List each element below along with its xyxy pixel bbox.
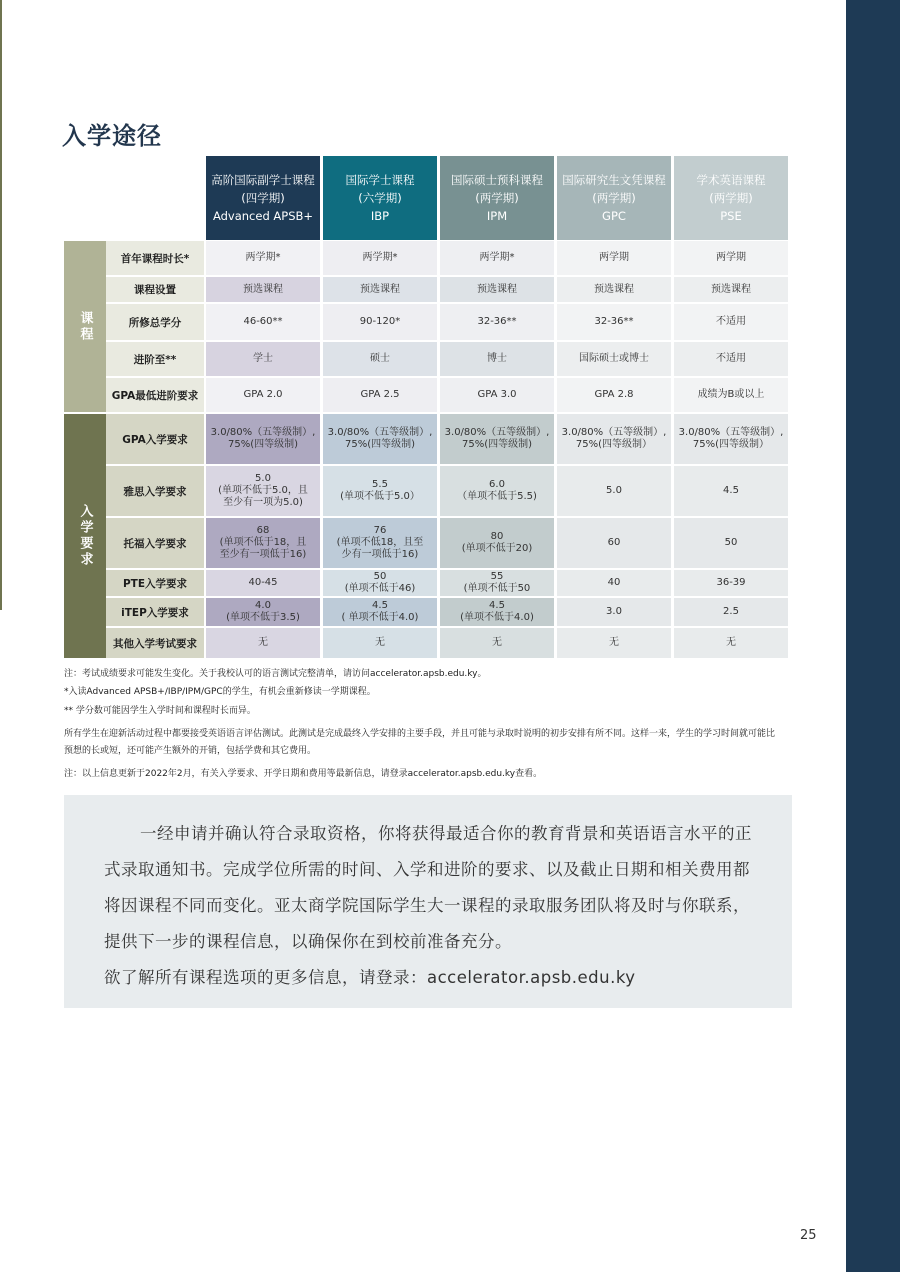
table-cell-line: 40-45	[248, 577, 278, 588]
table-cell-line: 预选课程	[243, 283, 283, 295]
table-cell-line: 硕士	[370, 353, 390, 364]
column-header	[323, 156, 437, 240]
table-cell-line: 68	[256, 525, 270, 536]
table-cell-line: 76	[373, 525, 387, 536]
column-header-line: IPM	[486, 209, 508, 223]
table-cell-line: 两学期*	[479, 252, 515, 263]
table-cell	[674, 304, 788, 340]
table-cell-line: 40	[607, 577, 621, 588]
table-cell	[674, 241, 788, 275]
table-cell-line: 两学期*	[245, 252, 281, 263]
table-cell	[557, 414, 671, 464]
table-cell	[674, 414, 788, 464]
column-header-line: (四学期)	[241, 191, 285, 205]
table-cell	[440, 570, 554, 596]
column-header-line: IBP	[370, 209, 390, 223]
table-cell-line: GPA 2.8	[594, 389, 634, 400]
table-cell	[206, 304, 320, 340]
table-cell-line: 5.5	[372, 479, 388, 490]
row-label: GPA入学要求	[106, 414, 204, 464]
row-label: 雅思入学要求	[106, 466, 204, 516]
column-header-line: (两学期)	[475, 191, 519, 205]
table-cell-line: 4.0	[255, 600, 271, 611]
table-cell	[440, 241, 554, 275]
note-english-assessment: 所有学生在迎新活动过程中都要接受英语语言评估测试。此测试是完成最终入学安排的主要手段，并且可能与录取时说明的初步安排有所不同。这样一来，学生的学习时间就可能比预想的长或短，还可能产生额外的开销，包括学费和其它费用。	[64, 729, 776, 756]
table-cell-line: 3.0/80%（五等级制）,	[210, 427, 316, 438]
column-header-line: (两学期)	[709, 191, 753, 205]
table-cell	[206, 277, 320, 302]
table-cell-line: 至少有一项为5.0)	[223, 497, 303, 508]
row-label: iTEP入学要求	[106, 598, 204, 626]
table-cell	[440, 466, 554, 516]
table-cell	[440, 304, 554, 340]
table-cell	[323, 378, 437, 412]
table-cell-line: 3.0/80%（五等级制）,	[561, 427, 667, 438]
table-cell-line: 32-36**	[594, 316, 634, 327]
table-cell-line: 无	[375, 637, 385, 648]
table-cell-line: 50	[373, 571, 387, 582]
table-cell-line: （单项不低于5.5)	[457, 491, 537, 502]
table-cell-line: 4.5	[489, 600, 505, 611]
row-label: 所修总学分	[106, 304, 204, 340]
table-cell-line: (单项不低于3.5)	[226, 612, 300, 623]
note-language-tests: 注：考试成绩要求可能发生变化。关于我校认可的语言测试完整清单，请访问accelerator.apsb.edu.ky。	[64, 669, 487, 679]
table-cell-line: 学士	[253, 353, 273, 364]
table-cell-line: 无	[726, 637, 736, 648]
table-cell-line: 6.0	[489, 479, 505, 490]
table-cell	[440, 628, 554, 658]
table-cell-line: 75%(四等级制）	[692, 439, 770, 450]
column-header-line: GPC	[602, 209, 626, 223]
table-cell	[557, 342, 671, 376]
table-cell-line: 少有一项低于16)	[341, 549, 419, 560]
note-repeat-semester: *入读Advanced APSB+/IBP/IPM/GPC的学生，有机会重新修读一学期课程。	[64, 687, 376, 697]
row-group-text: 课程	[77, 310, 93, 343]
table-cell	[323, 466, 437, 516]
table-cell	[674, 570, 788, 596]
table-cell	[206, 628, 320, 658]
table-cell-line: 预选课程	[594, 283, 634, 295]
table-cell	[440, 277, 554, 302]
table-cell	[557, 598, 671, 626]
table-cell-line: 32-36**	[477, 316, 517, 327]
table-cell-line: (单项不低于5.0，且	[218, 485, 308, 496]
column-header-line: 国际学士课程	[345, 173, 415, 187]
table-cell	[674, 628, 788, 658]
table-cell-line: 4.5	[372, 600, 388, 611]
table-cell-line: 50	[724, 537, 738, 548]
table-cell-line: (单项不低于46)	[344, 583, 416, 594]
table-cell-line: (单项不低于50	[463, 583, 531, 594]
table-cell-line: 3.0	[606, 606, 622, 617]
table-cell-line: 80	[490, 531, 504, 542]
row-label: 进阶至**	[106, 342, 204, 376]
table-cell-line: (单项不低于18，且	[219, 537, 307, 548]
table-cell-line: 国际硕士或博士	[579, 353, 649, 364]
table-cell-line: 无	[492, 637, 502, 648]
table-cell-line: 成绩为B或以上	[697, 389, 765, 400]
column-header-line: (六学期)	[358, 191, 402, 205]
callout-link-line: 欲了解所有课程选项的更多信息，请登录：accelerator.apsb.edu.ky	[104, 968, 636, 987]
table-cell	[440, 342, 554, 376]
row-label: 其他入学考试要求	[106, 628, 204, 658]
table-cell-line: 预选课程	[477, 283, 517, 295]
table-cell-line: (单项不低于4.0)	[460, 612, 534, 623]
table-cell-line: 3.0/80%（五等级制）,	[678, 427, 784, 438]
table-cell	[323, 570, 437, 596]
column-header-line: 国际研究生文凭课程	[562, 173, 666, 187]
table-cell	[206, 342, 320, 376]
table-cell	[674, 466, 788, 516]
table-cell	[674, 518, 788, 568]
table-cell	[440, 518, 554, 568]
column-header-line: (两学期)	[592, 191, 636, 205]
row-label: GPA最低进阶要求	[106, 378, 204, 412]
callout-paragraph: 一经申请并确认符合录取资格，你将获得最适合你的教育背景和英语语言水平的正式录取通知书。完成学位所需的时间、入学和进阶的要求、以及截止日期和相关费用都将因课程不同而变化。亚太商学院国际学生大一课程的录取服务团队将及时与你联系，提供下一步的课程信息，以确保你在到校前准备充分。	[104, 824, 752, 951]
side-color-bar	[846, 0, 900, 1272]
table-cell-line: 5.0	[606, 485, 622, 496]
table-cell-line: 两学期*	[362, 252, 398, 263]
column-header	[206, 156, 320, 240]
row-label: PTE入学要求	[106, 570, 204, 596]
left-edge-strip	[0, 0, 2, 610]
table-cell	[440, 378, 554, 412]
column-header-line: 国际硕士预科课程	[451, 173, 543, 187]
table-cell	[557, 628, 671, 658]
column-header	[674, 156, 788, 240]
table-cell	[206, 598, 320, 626]
table-cell-line: 预选课程	[360, 283, 400, 295]
table-cell-line: 无	[258, 637, 268, 648]
table-cell-line: GPA 2.0	[243, 389, 283, 400]
table-cell-line: 两学期	[599, 252, 629, 263]
table-cell-line: 2.5	[723, 606, 739, 617]
row-label: 托福入学要求	[106, 518, 204, 568]
row-group-text: 入学要求	[77, 504, 93, 568]
table-cell-line: 无	[609, 637, 619, 648]
table-cell	[674, 342, 788, 376]
table-cell	[323, 277, 437, 302]
table-cell-line: 不适用	[716, 353, 746, 364]
column-header-line: Advanced APSB+	[212, 209, 314, 223]
table-cell	[323, 241, 437, 275]
column-header	[557, 156, 671, 240]
table-cell	[440, 598, 554, 626]
table-cell	[440, 414, 554, 464]
row-label: 首年课程时长*	[106, 241, 204, 275]
table-cell-line: 75%(四等级制）	[575, 439, 653, 450]
table-cell-line: 至少有一项低于16)	[219, 549, 307, 560]
table-cell-line: 3.0/80%（五等级制）,	[444, 427, 550, 438]
table-cell	[323, 414, 437, 464]
table-cell	[323, 342, 437, 376]
table-cell-line: 46-60**	[243, 316, 283, 327]
table-cell-line: 5.0	[255, 473, 271, 484]
table-cell-line: 90-120*	[359, 316, 401, 327]
table-cell	[323, 598, 437, 626]
table-cell-line: 博士	[487, 353, 507, 364]
table-cell	[674, 598, 788, 626]
column-header-line: PSE	[720, 209, 742, 223]
table-cell-line: 4.5	[723, 485, 739, 496]
note-update-info: 注：以上信息更新于2022年2月，有关入学要求、开学日期和费用等最新信息，请登录accelerator.apsb.edu.ky查看。	[64, 769, 543, 779]
row-group-label	[64, 414, 106, 658]
table-cell	[323, 518, 437, 568]
table-cell	[323, 304, 437, 340]
table-cell-line: 两学期	[716, 252, 746, 263]
column-header-line: 高阶国际副学士课程	[211, 173, 315, 187]
table-cell	[206, 518, 320, 568]
table-cell-line: GPA 3.0	[477, 389, 517, 400]
table-cell	[674, 277, 788, 302]
table-cell-line: (单项不低于5.0）	[340, 491, 420, 502]
table-cell-line: 36-39	[716, 577, 746, 588]
table-cell	[557, 241, 671, 275]
table-cell	[557, 466, 671, 516]
page-title: 入学途径	[62, 122, 162, 150]
table-cell	[206, 414, 320, 464]
page-number: 25	[800, 1228, 817, 1243]
table-cell	[674, 378, 788, 412]
table-cell	[323, 628, 437, 658]
table-cell-line: 3.0/80%（五等级制）,	[327, 427, 433, 438]
table-cell-line: 75%(四等级制)	[344, 439, 416, 450]
table-cell	[557, 570, 671, 596]
table-cell	[206, 570, 320, 596]
callout-text	[104, 816, 756, 996]
table-cell	[557, 304, 671, 340]
table-cell-line: (单项不低18，且至	[336, 537, 424, 548]
table-cell	[206, 241, 320, 275]
table-cell-line: GPA 2.5	[360, 389, 400, 400]
table-cell-line: 55	[490, 571, 504, 582]
table-cell-line: ( 单项不低于4.0)	[341, 612, 419, 623]
note-credits: ** 学分数可能因学生入学时间和课程时长而异。	[64, 706, 256, 716]
table-cell-line: 不适用	[716, 316, 746, 327]
table-cell-line: 75%(四等级制)	[461, 439, 533, 450]
table-cell-line: (单项不低于20)	[461, 543, 533, 554]
row-group-label	[64, 241, 106, 412]
table-cell-line: 60	[607, 537, 621, 548]
table-cell-line: 75%(四等级制)	[227, 439, 299, 450]
table-cell-line: 预选课程	[711, 283, 751, 295]
table-cell	[557, 277, 671, 302]
table-cell	[557, 378, 671, 412]
column-header-line: 学术英语课程	[696, 173, 766, 187]
column-header	[440, 156, 554, 240]
table-cell	[206, 466, 320, 516]
table-cell	[557, 518, 671, 568]
row-label: 课程设置	[106, 277, 204, 302]
table-cell	[206, 378, 320, 412]
